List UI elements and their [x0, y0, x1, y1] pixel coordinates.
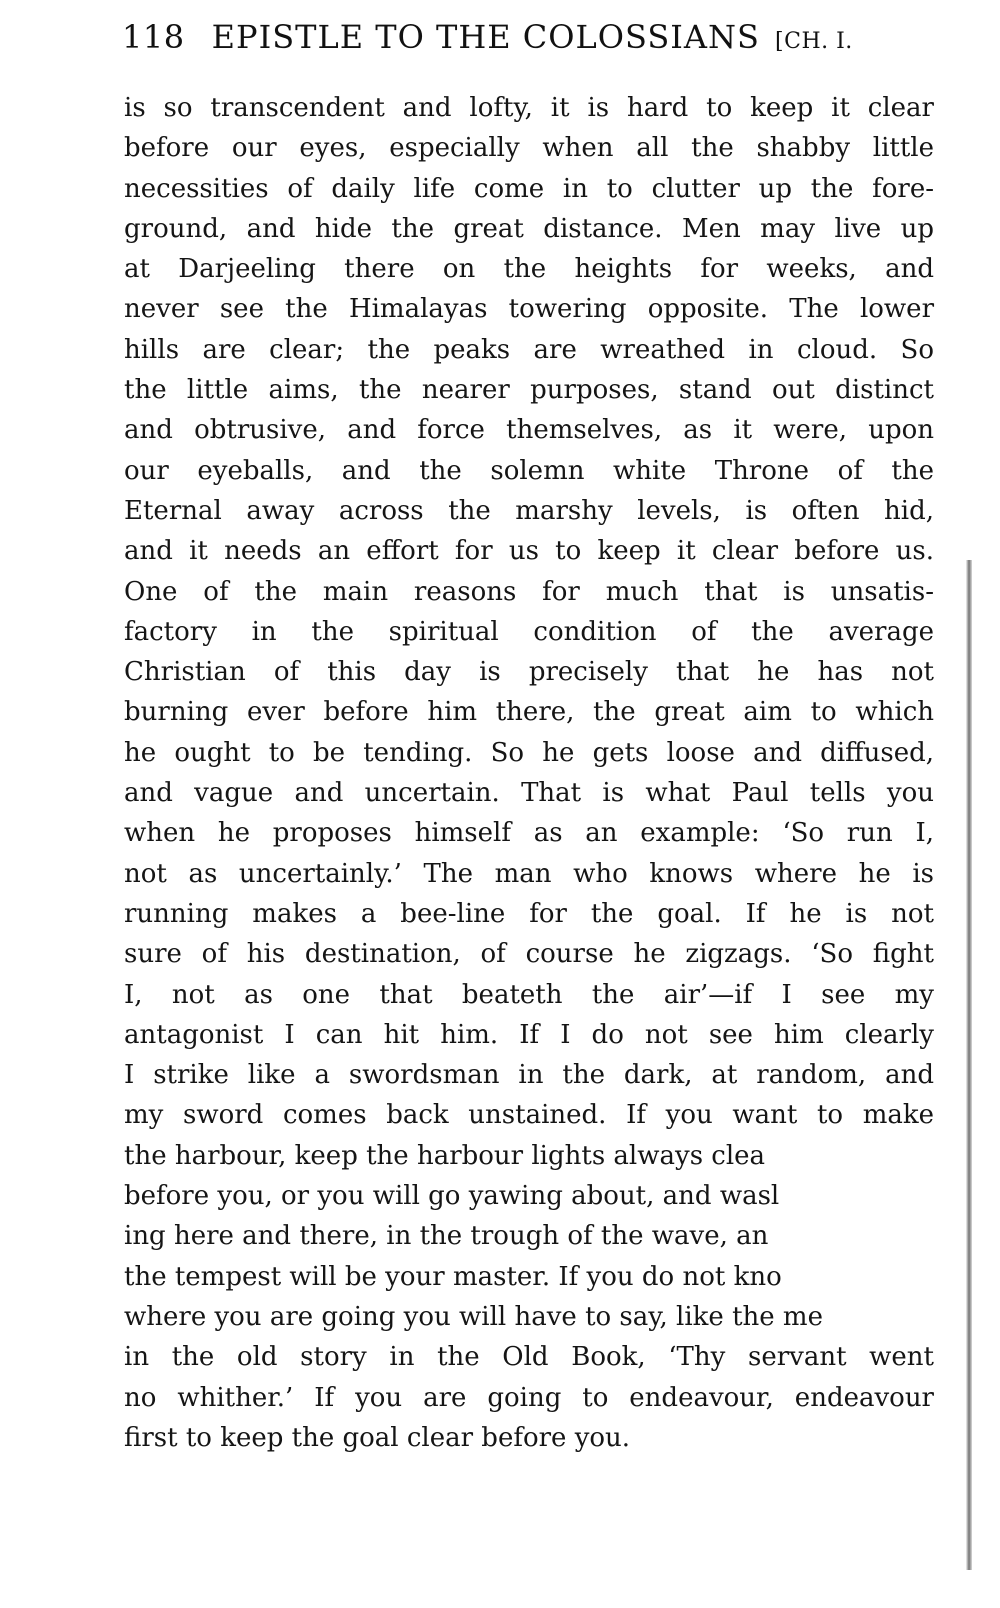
body-text	[124, 88, 934, 1458]
text-line: ing here and there, in the trough of the wave, an	[124, 1221, 769, 1252]
text-line: I strike like a swordsman in the dark, at random, and	[124, 1060, 934, 1091]
text-line: burning ever before him there, the great aim to which	[124, 697, 934, 728]
text-line: never see the Himalayas towering opposite. The lower	[124, 294, 934, 325]
text-line: One of the main reasons for much that is unsatis-	[124, 576, 934, 607]
text-line: ground, and hide the great distance. Men may live up	[124, 213, 934, 244]
text-line: where you are going you will have to say, like the me	[124, 1301, 823, 1332]
chapter-marker: [CH. I.	[775, 29, 853, 54]
text-line: the harbour, keep the harbour lights always clea	[124, 1140, 766, 1171]
running-title: EPISTLE TO THE COLOSSIANS	[211, 18, 760, 56]
text-line: when he proposes himself as an example: ‘So run I,	[124, 818, 934, 849]
text-line: before our eyes, especially when all the shabby little	[124, 133, 934, 164]
text-line: Eternal away across the marshy levels, is often hid,	[124, 495, 934, 526]
text-line: I, not as one that beateth the air’—if I see my	[124, 979, 934, 1010]
text-line: antagonist I can hit him. If I do not see him clearly	[124, 1019, 934, 1050]
text-line: Christian of this day is precisely that he has not	[124, 657, 934, 688]
text-line: and vague and uncertain. That is what Paul tells you	[124, 778, 934, 809]
text-line: the little aims, the nearer purposes, stand out distinct	[124, 375, 934, 406]
text-line: in the old story in the Old Book, ‘Thy servant went	[124, 1342, 934, 1373]
text-line: at Darjeeling there on the heights for weeks, and	[124, 254, 934, 285]
page-edge-shadow	[966, 560, 972, 1570]
text-line: necessities of daily life come in to clutter up the fore-	[124, 173, 934, 204]
text-line: hills are clear; the peaks are wreathed in cloud. So	[124, 334, 934, 365]
text-line: he ought to be tending. So he gets loose and diffused,	[124, 737, 934, 768]
text-line: and it needs an effort for us to keep it clear before us.	[124, 536, 934, 567]
page-number: 118	[122, 18, 185, 56]
text-line: is so transcendent and lofty, it is hard to keep it clear	[124, 93, 934, 123]
text-line: the tempest will be your master. If you do not kno	[124, 1261, 782, 1292]
text-line: not as uncertainly.’ The man who knows where he is	[124, 858, 934, 889]
running-head	[122, 18, 952, 68]
text-line: our eyeballs, and the solemn white Throne of the	[124, 455, 934, 486]
text-line: running makes a bee-line for the goal. If he is not	[124, 898, 934, 929]
text-line: sure of his destination, of course he zigzags. ‘So fight	[124, 939, 934, 970]
text-line-last: first to keep the goal clear before you.	[124, 1422, 631, 1453]
text-line: and obtrusive, and force themselves, as it were, upon	[124, 415, 934, 446]
text-line: before you, or you will go yawing about, and wasl	[124, 1181, 780, 1212]
text-line: no whither.’ If you are going to endeavour, endeavour	[124, 1382, 934, 1413]
text-line: factory in the spiritual condition of the average	[124, 616, 934, 647]
text-line: my sword comes back unstained. If you want to make	[124, 1100, 934, 1131]
